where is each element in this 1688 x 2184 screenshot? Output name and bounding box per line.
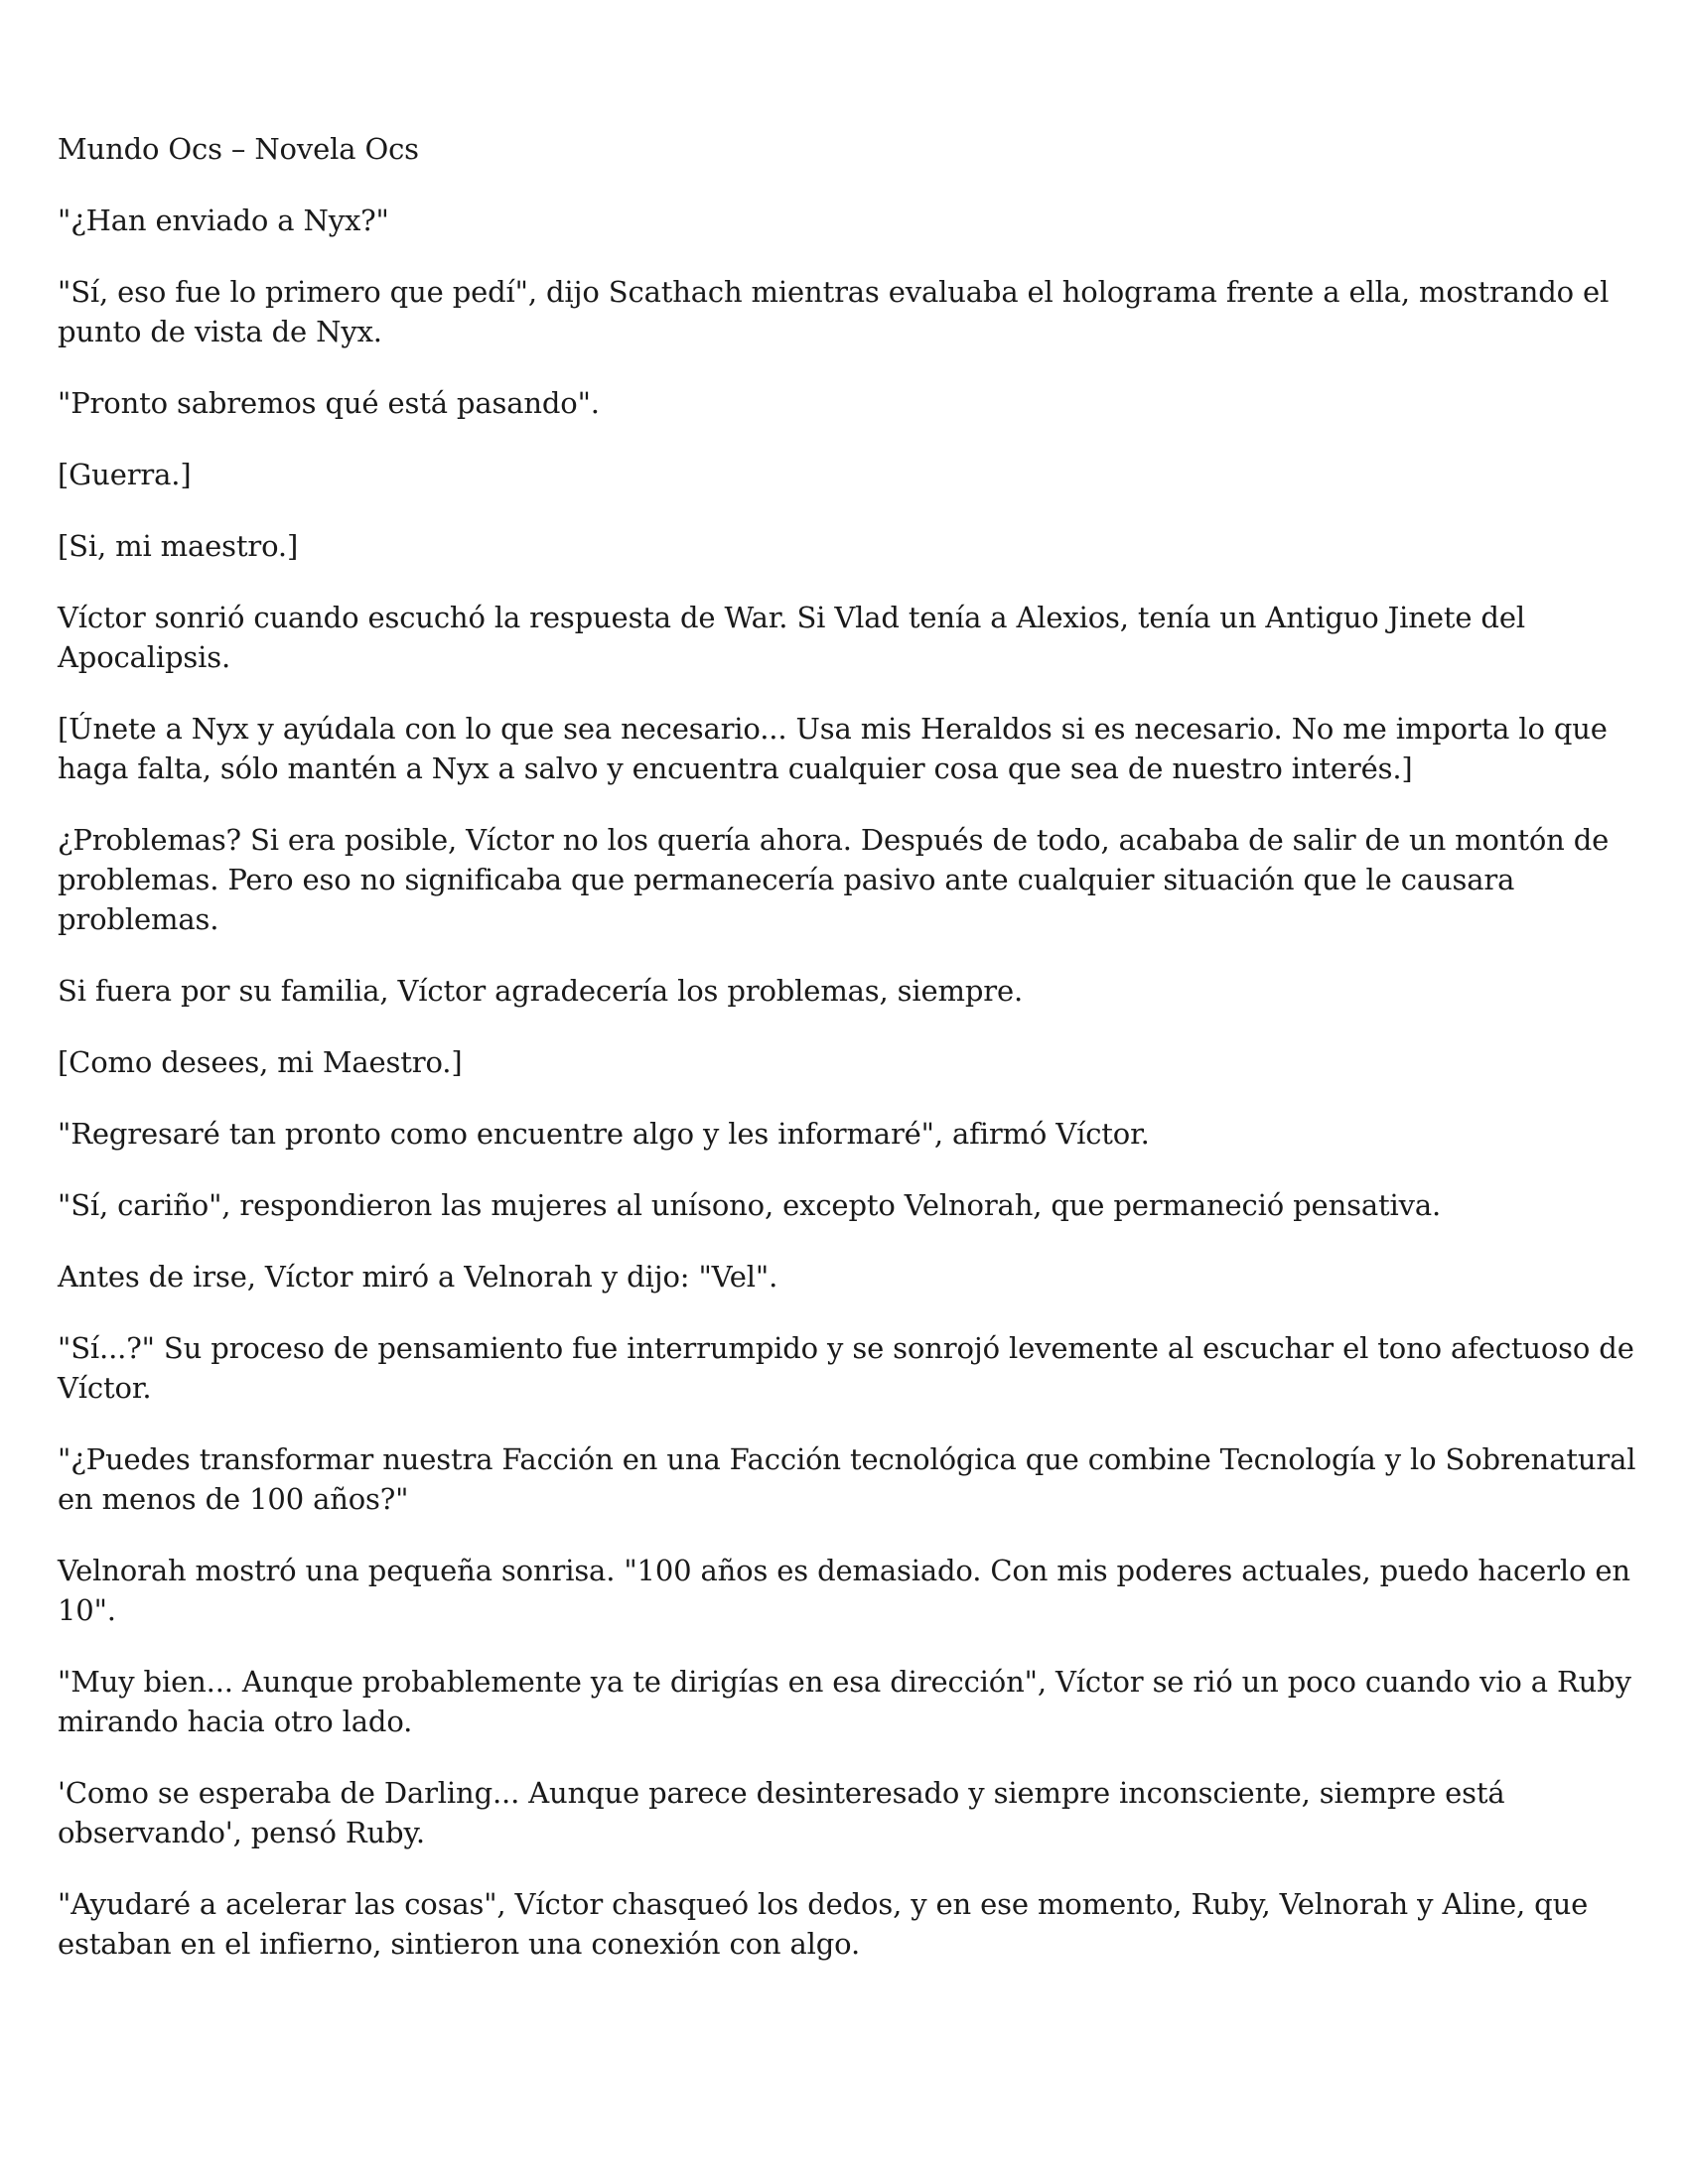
paragraph: Si fuera por su familia, Víctor agradecería los problemas, siempre.: [58, 974, 1024, 1008]
paragraph: "Sí, eso fue lo primero que pedí", dijo Scathach mientras evaluaba el holograma frente a ella, mostrando el punto de vista de Nyx.: [58, 275, 1610, 348]
paragraph: [Guerra.]: [58, 458, 192, 491]
paragraph: "Sí, cariño", respondieron las mujeres al unísono, excepto Velnorah, que permaneció pensativa.: [58, 1188, 1442, 1222]
paragraph: "¿Han enviado a Nyx?": [58, 204, 389, 237]
paragraph: Antes de irse, Víctor miró a Velnorah y dijo: "Vel".: [58, 1260, 778, 1294]
paragraph: "Ayudaré a acelerar las cosas", Víctor chasqueó los dedos, y en ese momento, Ruby, Velnorah y Aline, que estaban en el infierno, sintieron una conexión con algo.: [58, 1887, 1589, 1961]
paragraph: "Regresaré tan pronto como encuentre algo y les informaré", afirmó Víctor.: [58, 1117, 1150, 1151]
paragraph: Velnorah mostró una pequeña sonrisa. "100 años es demasiado. Con mis poderes actuales, puedo hacerlo en 10".: [58, 1554, 1630, 1627]
paragraph: "Muy bien... Aunque probablemente ya te dirigías en esa dirección", Víctor se rió un poco cuando vio a Ruby mirando hacia otro lado.: [58, 1665, 1631, 1738]
paragraph: [Como desees, mi Maestro.]: [58, 1045, 463, 1079]
paragraph: 'Como se esperaba de Darling... Aunque parece desinteresado y siempre inconsciente, siempre está observando', pensó Ruby.: [58, 1776, 1505, 1849]
paragraph: Víctor sonrió cuando escuchó la respuesta de War. Si Vlad tenía a Alexios, tenía un Antiguo Jinete del Apocalipsis.: [58, 601, 1525, 674]
document-header: Mundo Ocs – Novela Ocs: [58, 132, 419, 166]
paragraph: "Pronto sabremos qué está pasando".: [58, 386, 600, 420]
document-body: [58, 129, 1646, 1995]
paragraph: [Únete a Nyx y ayúdala con lo que sea necesario... Usa mis Heraldos si es necesario. No me importa lo que haga falta, sólo mantén a Nyx a salvo y encuentra cualquier cosa que sea de nuestro interés.]: [58, 712, 1608, 785]
paragraph: ¿Problemas? Si era posible, Víctor no los quería ahora. Después de todo, acababa de salir de un montón de problemas. Pero eso no significaba que permanecería pasivo ante cualquier situación que le causara problemas.: [58, 823, 1610, 936]
paragraph: [Si, mi maestro.]: [58, 529, 299, 563]
paragraph: "¿Puedes transformar nuestra Facción en una Facción tecnológica que combine Tecnología y lo Sobrenatural en menos de 100 años?": [58, 1442, 1636, 1516]
paragraph: "Sí...?" Su proceso de pensamiento fue interrumpido y se sonrojó levemente al escuchar el tono afectuoso de Víctor.: [58, 1331, 1634, 1405]
